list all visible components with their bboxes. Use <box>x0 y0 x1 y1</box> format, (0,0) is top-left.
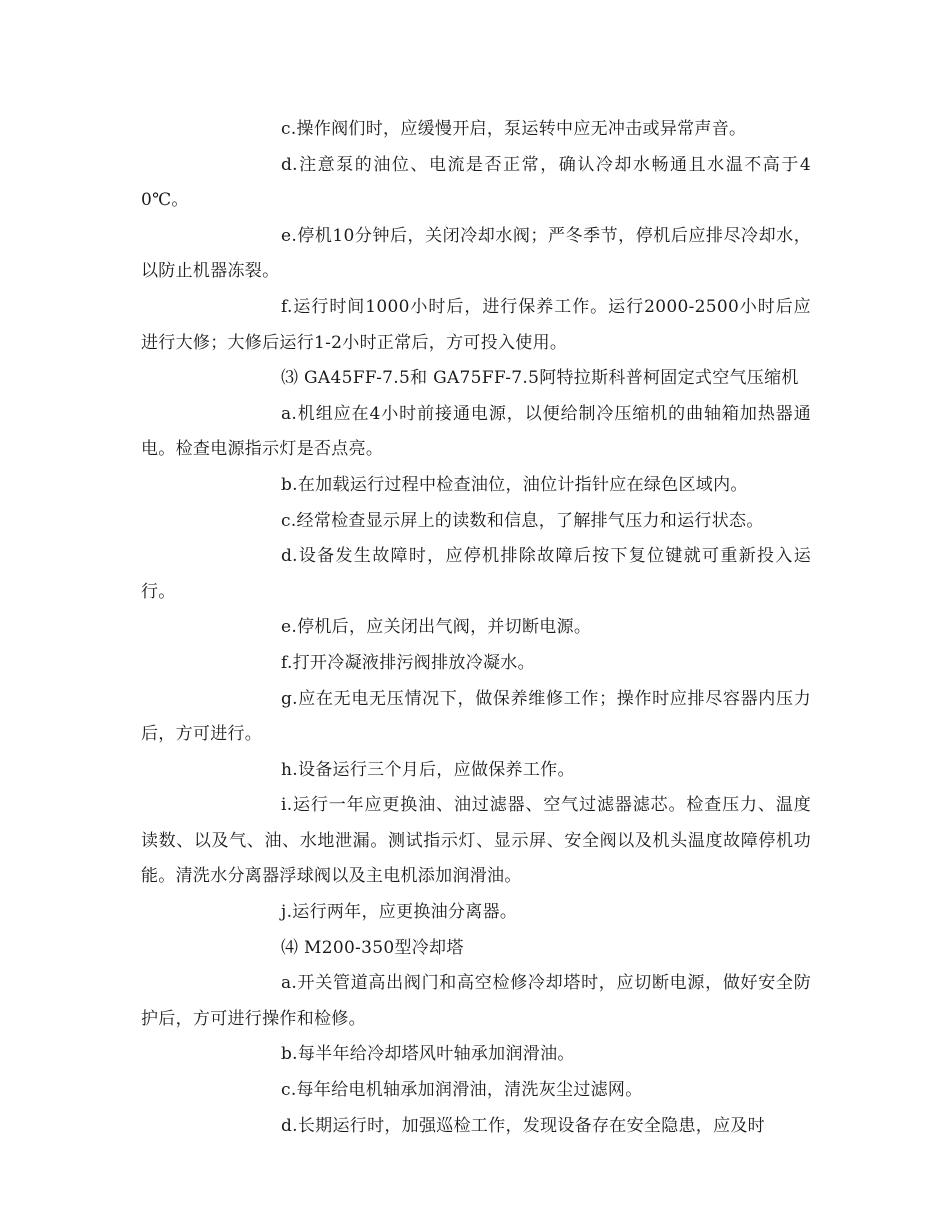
paragraph-pump-valve-operation: c.操作阀们时，应缓慢开启，泵运转中应无冲击或异常声音。 <box>281 119 747 139</box>
paragraph-tower-inspection: d.长期运行时，加强巡检工作，发现设备存在安全隐患，应及时 <box>281 1115 765 1136</box>
paragraph-compressor-two-year: j.运行两年，应更换油分离器。 <box>281 902 518 923</box>
paragraph-compressor-fault: d.设备发生故障时，应停机排除故障后按下复位键就可重新投入运行。 <box>141 546 811 602</box>
paragraph-compressor-shutdown: e.停机后，应关闭出气阀，并切断电源。 <box>281 617 592 638</box>
paragraph-compressor-oil-level: b.在加载运行过程中检查油位，油位计指针应在绿色区域内。 <box>281 474 748 495</box>
paragraph-compressor-display: c.经常检查显示屏上的读数和信息，了解排气压力和运行状态。 <box>281 510 764 531</box>
paragraph-pump-maintenance: f.运行时间1000小时后，进行保养工作。运行2000-2500小时后应进行大修；大修后运行1-2小时正常后，方可投入使用。 <box>141 296 811 353</box>
paragraph-tower-safety: a.开关管道高出阀门和高空检修冷却塔时，应切断电源，做好安全防护后，方可进行操作和检修。 <box>141 973 811 1029</box>
paragraph-tower-fan-bearing: b.每半年给冷却塔风叶轴承加润滑油。 <box>281 1044 575 1065</box>
paragraph-pump-oil-level: d.注意泵的油位、电流是否正常，确认冷却水畅通且水温不高于40℃。 <box>141 154 811 211</box>
section-heading-air-compressor: ⑶ GA45FF-7.5和 GA75FF-7.5阿特拉斯科普柯固定式空气压缩机 <box>281 368 799 389</box>
paragraph-compressor-service-safety: g.应在无电无压情况下，做保养维修工作；操作时应排尽容器内压力后，方可进行。 <box>141 688 811 745</box>
paragraph-compressor-condensate: f.打开冷凝液排污阀排放冷凝水。 <box>281 652 535 673</box>
paragraph-tower-motor-bearing: c.每年给电机轴承加润滑油，清洗灰尘过滤网。 <box>281 1080 643 1101</box>
document-body <box>141 112 811 1144</box>
section-heading-cooling-tower: ⑷ M200-350型冷却塔 <box>281 937 464 958</box>
paragraph-compressor-annual: i.运行一年应更换油、油过滤器、空气过滤器滤芯。检查压力、温度读数、以及气、油、水地泄漏。测试指示灯、显示屏、安全阀以及机头温度故障停机功能。清洗水分离器浮球阀以及主电机添加润滑油。 <box>141 795 811 887</box>
paragraph-compressor-power: a.机组应在4小时前接通电源，以便给制冷压缩机的曲轴箱加热器通电。检查电源指示灯是否点亮。 <box>141 403 811 460</box>
paragraph-pump-shutdown: e.停机10分钟后，关闭冷却水阀；严冬季节，停机后应排尽冷却水，以防止机器冻裂。 <box>141 225 811 282</box>
paragraph-compressor-three-month: h.设备运行三个月后，应做保养工作。 <box>281 759 575 780</box>
